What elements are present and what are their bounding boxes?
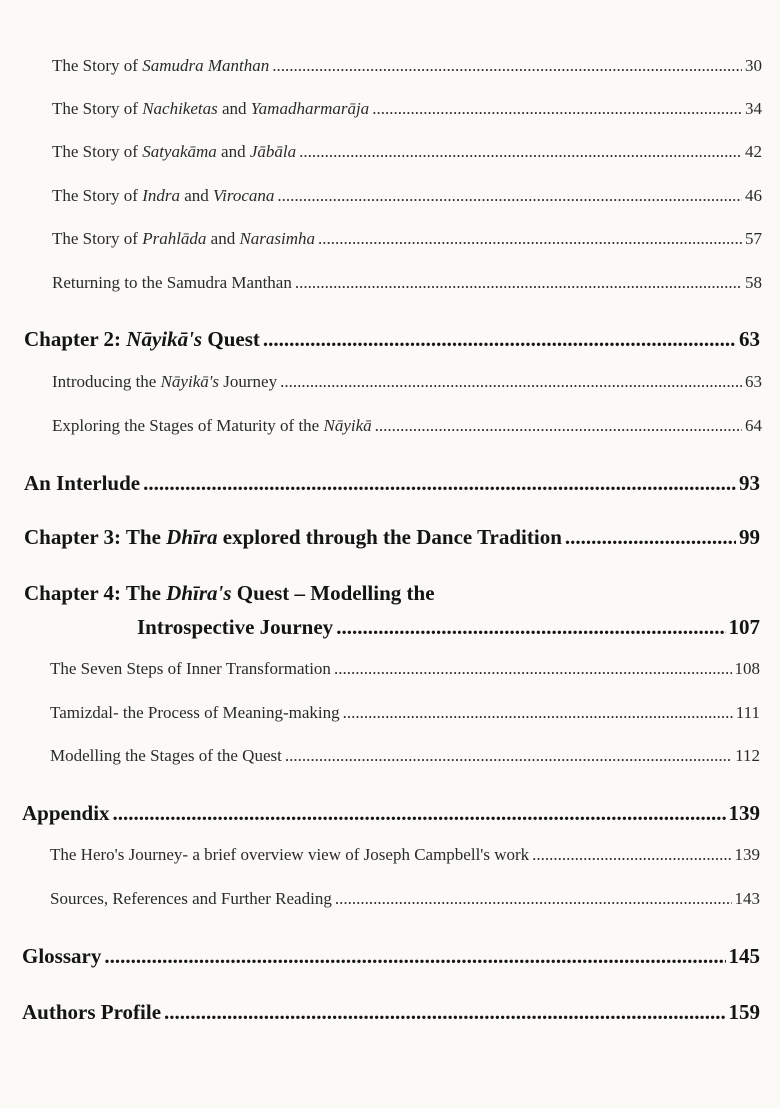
entry-title: Returning to the Samudra Manthan	[52, 273, 292, 292]
toc-entry-prahlada	[52, 229, 762, 249]
entry-title: Introducing the Nāyikā's Journey	[52, 372, 278, 391]
page-number: 111	[735, 703, 760, 722]
page-number: 143	[734, 889, 760, 908]
entry-title: Exploring the Stages of Maturity of the Nāyikā	[52, 416, 372, 435]
entry-title: The Story of Indra and Virocana	[52, 186, 275, 205]
page-number: 42	[745, 142, 762, 161]
toc-chapter-4-line-2	[24, 615, 760, 640]
page-number: 93	[739, 471, 760, 495]
toc-entry-indra	[52, 186, 762, 206]
entry-title: Tamizdal- the Process of Meaning-making	[50, 703, 340, 722]
dot-leader	[336, 615, 725, 640]
chapter-title: Chapter 2: Nāyikā's Quest	[24, 327, 260, 351]
toc-entry-nachiketas	[52, 99, 762, 119]
page-number: 139	[728, 801, 760, 825]
dot-leader	[143, 471, 736, 496]
entry-title: Sources, References and Further Reading	[50, 889, 332, 908]
toc-appendix	[22, 801, 760, 826]
entry-title: Modelling the Stages of the Quest	[50, 746, 282, 765]
page-number: 107	[728, 615, 760, 639]
chapter-title: Chapter 4: The Dhīra's Quest – Modelling the	[24, 581, 435, 605]
dot-leader	[372, 99, 742, 119]
toc-chapter-4-line-1	[24, 581, 760, 606]
page-number: 58	[745, 273, 762, 292]
toc-entry-introducing-nayika	[52, 372, 762, 392]
dot-leader	[295, 273, 742, 293]
dot-leader	[334, 659, 732, 679]
page-number: 99	[739, 525, 760, 549]
page-number: 63	[739, 327, 760, 351]
dot-leader	[263, 327, 736, 352]
page-number: 34	[745, 99, 762, 118]
page-number: 46	[745, 186, 762, 205]
toc-entry-sources	[50, 889, 760, 909]
entry-title: The Hero's Journey- a brief overview view of Joseph Campbell's work	[50, 845, 530, 864]
page-number: 159	[728, 1000, 760, 1024]
page-number: 64	[745, 416, 762, 435]
chapter-title-continued: Introspective Journey	[137, 615, 334, 639]
dot-leader	[280, 372, 742, 392]
dot-leader	[272, 56, 742, 76]
chapter-title: Appendix	[22, 801, 110, 825]
page-number: 139	[734, 845, 760, 864]
dot-leader	[375, 416, 742, 436]
toc-entry-modelling-stages	[50, 746, 760, 766]
page-number: 57	[745, 229, 762, 248]
dot-leader	[285, 746, 732, 766]
page-number: 112	[735, 746, 760, 765]
chapter-title: Authors Profile	[22, 1000, 162, 1024]
dot-leader	[565, 525, 736, 550]
dot-leader	[532, 845, 731, 865]
chapter-title: Glossary	[22, 944, 102, 968]
toc-entry-heros-journey	[50, 845, 760, 865]
chapter-title: Chapter 3: The Dhīra explored through the Dance Tradition	[24, 525, 562, 549]
toc-interlude	[24, 471, 760, 496]
entry-title: The Story of Samudra Manthan	[52, 56, 270, 75]
page-number: 145	[728, 944, 760, 968]
toc-entry-samudra-manthan	[52, 56, 762, 76]
page-number: 108	[734, 659, 760, 678]
entry-title: The Story of Satyakāma and Jābāla	[52, 142, 297, 161]
toc-entry-tamizdal	[50, 703, 760, 723]
dot-leader	[343, 703, 733, 723]
chapter-title: An Interlude	[24, 471, 141, 495]
dot-leader	[104, 944, 725, 969]
toc-authors-profile	[22, 1000, 760, 1025]
toc-glossary	[22, 944, 760, 969]
page-number: 30	[745, 56, 762, 75]
toc-entry-returning	[52, 273, 762, 293]
dot-leader	[277, 186, 742, 206]
entry-title: The Story of Nachiketas and Yamadharmarāja	[52, 99, 370, 118]
dot-leader	[113, 801, 726, 826]
toc-chapter-2	[24, 327, 760, 352]
entry-title: The Seven Steps of Inner Transformation	[50, 659, 331, 678]
dot-leader	[164, 1000, 725, 1025]
page-number: 63	[745, 372, 762, 391]
toc-chapter-3	[24, 525, 760, 550]
dot-leader	[299, 142, 742, 162]
entry-title: The Story of Prahlāda and Narasimha	[52, 229, 316, 248]
dot-leader	[318, 229, 742, 249]
toc-entry-seven-steps	[50, 659, 760, 679]
toc-entry-exploring-stages	[52, 416, 762, 436]
toc-entry-satyakama	[52, 142, 762, 162]
dot-leader	[335, 889, 732, 909]
